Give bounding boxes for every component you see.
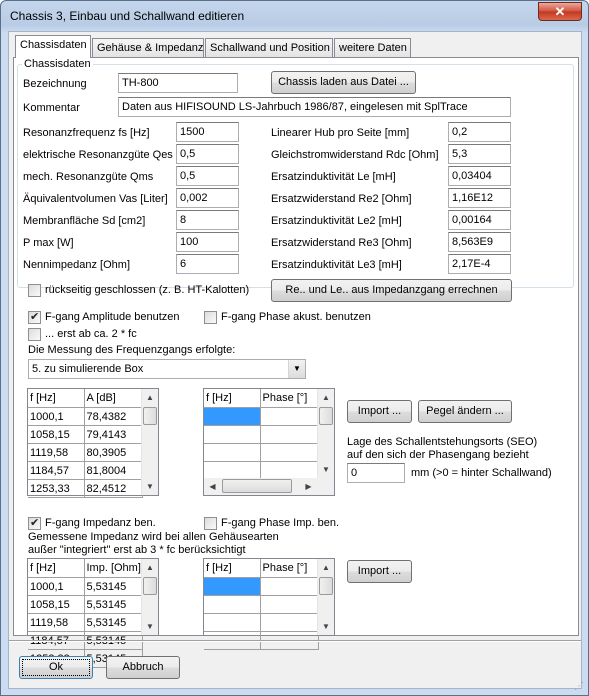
freq-header-f: f [Hz] <box>28 389 84 407</box>
table-row <box>204 595 318 613</box>
param-field-le3[interactable]: 2,17E-4 <box>448 254 511 274</box>
scroll-up-icon[interactable]: ▲ <box>146 563 154 572</box>
imp-phase-header-phase: Phase [°] <box>260 559 318 577</box>
impedance-phase-scrollbar[interactable] <box>317 559 334 635</box>
scroll-thumb[interactable] <box>319 577 333 595</box>
scroll-thumb[interactable] <box>222 479 292 493</box>
table-cell[interactable] <box>204 443 260 461</box>
tab-weitere-daten[interactable]: weitere Daten <box>334 38 411 57</box>
param-label-rdc: Gleichstromwiderstand Rdc [Ohm] <box>271 149 439 161</box>
import-button[interactable]: Import ... <box>347 400 412 423</box>
table-cell[interactable]: 5,53145 <box>84 595 142 613</box>
close-button[interactable]: ✕ <box>538 2 582 21</box>
table-row <box>28 407 142 425</box>
group-label: Chassisdaten <box>24 58 91 70</box>
table-row <box>204 425 318 443</box>
param-label-qms: mech. Resonanzgüte Qms <box>23 171 154 183</box>
table-cell[interactable]: 81,8004 <box>84 461 142 479</box>
impedanz-note-2: außer "integriert" erst ab 3 * fc berücksichtigt <box>28 544 246 556</box>
chevron-down-icon[interactable]: ▼ <box>288 360 305 378</box>
tab-panel-chassisdaten <box>13 57 579 647</box>
table-cell[interactable] <box>260 425 318 443</box>
dialog-client <box>8 31 582 689</box>
title-bar[interactable] <box>1 1 588 31</box>
param-label-le3: Ersatzinduktivität Le3 [mH] <box>271 259 402 271</box>
table-cell[interactable] <box>260 613 318 631</box>
table-cell[interactable]: 78,4382 <box>84 407 142 425</box>
param-label-fs: Resonanzfrequenz fs [Hz] <box>23 127 150 139</box>
ok-button[interactable]: Ok <box>19 656 93 679</box>
fgang-phase-checkbox[interactable] <box>204 311 217 324</box>
scroll-down-icon[interactable]: ▼ <box>322 622 330 631</box>
table-cell[interactable]: 1184,57 <box>28 461 84 479</box>
table-row <box>28 443 142 461</box>
fgang-impedanz-checkbox[interactable] <box>28 517 41 530</box>
fgang-amplitude-checkbox[interactable] <box>28 311 41 324</box>
table-cell[interactable]: 1000,1 <box>28 577 84 595</box>
param-label-le: Ersatzinduktivität Le [mH] <box>271 171 396 183</box>
rueckseitig-checkbox[interactable] <box>28 284 41 297</box>
phase-table-vscrollbar[interactable] <box>317 389 334 478</box>
table-row <box>28 461 142 479</box>
table-cell[interactable]: 1058,15 <box>28 595 84 613</box>
seo-text-2: auf den sich der Phasengang bezieht <box>347 449 529 461</box>
table-cell[interactable] <box>260 443 318 461</box>
impedance-phase-table[interactable] <box>203 558 335 636</box>
param-label-xmax: Linearer Hub pro Seite [mm] <box>271 127 410 139</box>
table-cell[interactable] <box>260 407 318 425</box>
fgang-phase-label: F-gang Phase akust. benutzen <box>221 311 371 323</box>
messung-select-value: 5. zu simulierende Box <box>32 363 144 375</box>
table-cell-selected[interactable] <box>204 577 260 595</box>
param-field-rdc[interactable]: 5,3 <box>448 144 511 164</box>
messung-select[interactable] <box>28 359 306 379</box>
chassis-laden-button[interactable]: Chassis laden aus Datei ... <box>271 71 416 94</box>
tab-schallwand-position[interactable]: Schallwand und Position <box>205 38 333 57</box>
table-row <box>204 613 318 631</box>
table-row <box>28 425 142 443</box>
table-cell[interactable]: 1119,58 <box>28 443 84 461</box>
footer-separator <box>9 640 581 642</box>
table-row <box>28 613 142 631</box>
param-field-qms[interactable]: 0,5 <box>176 166 239 186</box>
scroll-up-icon[interactable]: ▲ <box>146 393 154 402</box>
table-cell[interactable]: 1000,1 <box>28 407 84 425</box>
rueckseitig-label: rückseitig geschlossen (z. B. HT-Kalotten) <box>45 284 250 296</box>
scroll-left-icon[interactable]: ◀ <box>209 482 216 491</box>
param-field-le2[interactable]: 0,00164 <box>448 210 511 230</box>
tab-gehaeuse-impedanz[interactable]: Gehäuse & Impedanz <box>92 38 204 57</box>
import-impedance-button[interactable]: Import ... <box>347 560 412 583</box>
pegel-aendern-button[interactable]: Pegel ändern ... <box>418 400 512 423</box>
table-cell[interactable] <box>204 595 260 613</box>
scroll-thumb[interactable] <box>319 407 333 425</box>
fgang-impedanz-label: F-gang Impedanz ben. <box>45 517 156 529</box>
scroll-up-icon[interactable]: ▲ <box>322 393 330 402</box>
param-label-pmax: P max [W] <box>23 237 74 249</box>
messung-label: Die Messung des Frequenzgangs erfolgte: <box>28 344 236 356</box>
re-le-errechnen-button[interactable]: Re.. und Le.. aus Impedanzgang errechnen <box>271 279 512 302</box>
kommentar-field[interactable]: Daten aus HIFISOUND LS-Jahrbuch 1986/87, eingelesen mit SplTrace <box>118 97 511 117</box>
scroll-right-icon[interactable]: ▶ <box>305 482 312 491</box>
param-field-qes[interactable]: 0,5 <box>176 144 239 164</box>
table-cell[interactable]: 1058,15 <box>28 425 84 443</box>
param-field-fs[interactable]: 1500 <box>176 122 239 142</box>
impedanz-note-1: Gemessene Impedanz wird bei allen Gehäusearten <box>28 531 279 543</box>
kommentar-label: Kommentar <box>23 102 80 114</box>
table-cell[interactable]: 1253,33 <box>28 479 84 497</box>
table-cell[interactable] <box>260 595 318 613</box>
table-cell[interactable]: 82,4512 <box>84 479 142 497</box>
scroll-thumb[interactable] <box>143 577 157 595</box>
param-label-re3: Ersatzwiderstand Re3 [Ohm] <box>271 237 412 249</box>
resize-grip-icon[interactable]: ⋰ <box>574 681 584 692</box>
table-cell[interactable]: 5,53145 <box>84 613 142 631</box>
impedance-table[interactable] <box>27 558 159 647</box>
scroll-corner <box>317 478 334 495</box>
imp-header-imp: Imp. [Ohm] <box>84 559 142 577</box>
imp-header-f: f [Hz] <box>28 559 84 577</box>
table-cell[interactable]: 5,53145 <box>84 631 142 649</box>
param-field-re3[interactable]: 8,563E9 <box>448 232 511 252</box>
param-field-re2[interactable]: 1,16E12 <box>448 188 511 208</box>
fgang-phase-imp-checkbox[interactable] <box>204 517 217 530</box>
erst-ab-checkbox[interactable] <box>28 328 41 341</box>
param-field-xmax[interactable]: 0,2 <box>448 122 511 142</box>
param-label-nennimpedanz: Nennimpedanz [Ohm] <box>23 259 130 271</box>
phase-header-f: f [Hz] <box>204 389 260 407</box>
seo-unit: mm (>0 = hinter Schallwand) <box>411 467 552 479</box>
table-row <box>204 577 318 595</box>
tab-chassisdaten[interactable]: Chassisdaten <box>15 35 91 58</box>
table-row <box>28 577 142 595</box>
abbruch-button[interactable]: Abbruch <box>106 656 180 679</box>
fgang-phase-imp-label: F-gang Phase Imp. ben. <box>221 517 340 529</box>
phase-table-hscrollbar[interactable] <box>204 478 317 495</box>
erst-ab-label: ... erst ab ca. 2 * fc <box>45 328 137 340</box>
table-cell[interactable]: 5,53145 <box>84 577 142 595</box>
scroll-down-icon[interactable]: ▼ <box>146 622 154 631</box>
table-cell[interactable]: 79,4143 <box>84 425 142 443</box>
seo-text-1: Lage des Schallentstehungsorts (SEO) <box>347 436 538 448</box>
table-cell[interactable] <box>260 461 318 479</box>
imp-phase-header-f: f [Hz] <box>204 559 260 577</box>
param-label-re2: Ersatzwiderstand Re2 [Ohm] <box>271 193 412 205</box>
table-row <box>204 407 318 425</box>
table-row <box>204 461 318 479</box>
table-cell-selected[interactable] <box>204 407 260 425</box>
scroll-down-icon[interactable]: ▼ <box>322 465 330 474</box>
table-cell[interactable] <box>204 461 260 479</box>
table-cell[interactable]: 1184,57 <box>28 631 84 649</box>
param-field-pmax[interactable]: 100 <box>176 232 239 252</box>
freq-table-scrollbar[interactable] <box>141 389 158 495</box>
impedance-table-scrollbar[interactable] <box>141 559 158 635</box>
table-cell[interactable]: 1119,58 <box>28 613 84 631</box>
fgang-amplitude-label: F-gang Amplitude benutzen <box>45 311 180 323</box>
table-row <box>28 479 142 497</box>
window-title: Chassis 3, Einbau und Schallwand editieren <box>10 9 245 23</box>
bezeichnung-field[interactable]: TH-800 <box>118 73 238 93</box>
scroll-up-icon[interactable]: ▲ <box>322 563 330 572</box>
phase-table[interactable] <box>203 388 335 496</box>
scroll-down-icon[interactable]: ▼ <box>146 482 154 491</box>
param-field-vas[interactable]: 0,002 <box>176 188 239 208</box>
seo-field[interactable]: 0 <box>347 463 405 483</box>
scroll-thumb[interactable] <box>143 407 157 425</box>
param-label-sd: Membranfläche Sd [cm2] <box>23 215 146 227</box>
table-cell[interactable] <box>260 577 318 595</box>
freq-header-a: A [dB] <box>84 389 142 407</box>
param-field-sd[interactable]: 8 <box>176 210 239 230</box>
param-field-nennimpedanz[interactable]: 6 <box>176 254 239 274</box>
freq-table[interactable] <box>27 388 159 496</box>
phase-header-phase: Phase [°] <box>260 389 318 407</box>
table-row <box>28 595 142 613</box>
table-row <box>204 443 318 461</box>
param-label-vas: Äquivalentvolumen Vas [Liter] <box>23 193 168 205</box>
table-cell[interactable]: 80,3905 <box>84 443 142 461</box>
bezeichnung-label: Bezeichnung <box>23 78 87 90</box>
param-field-le[interactable]: 0,03404 <box>448 166 511 186</box>
table-cell[interactable] <box>204 613 260 631</box>
param-label-qes: elektrische Resonanzgüte Qes <box>23 149 173 161</box>
param-label-le2: Ersatzinduktivität Le2 [mH] <box>271 215 402 227</box>
table-cell[interactable] <box>204 425 260 443</box>
